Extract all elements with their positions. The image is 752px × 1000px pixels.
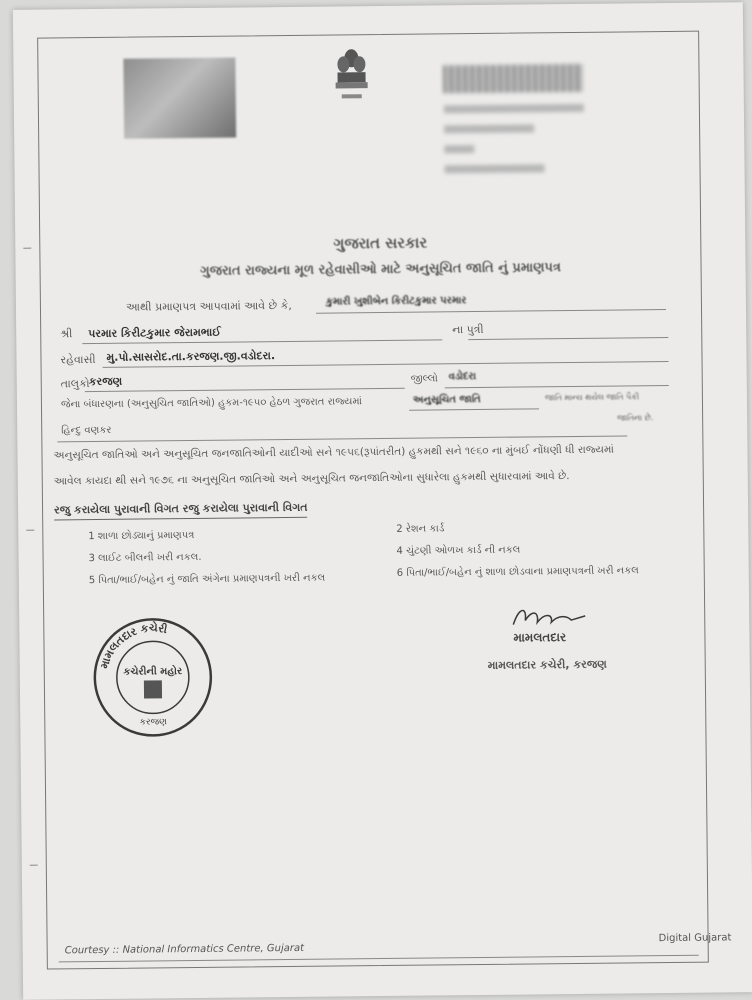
certificate-title: ગુજરાત રાજ્યના મૂળ રહેવાસીઓ માટે અનુસૂચિત જાતિ નું પ્રમાણપત્ર [200, 260, 562, 279]
issued-to-label: આથી પ્રમાણપત્ર આપવામાં આવે છે કે, [125, 298, 292, 314]
is-text: જાતિના છે. [617, 413, 654, 423]
order-text: જેના બંધારણના (અનુસુચિત જાતિઓ) હુકમ-૧૯૫૦ હેઠળ ગુજરાત રાજ્યમાં [60, 396, 363, 411]
footer-courtesy: Courtesy :: National Informatics Centre, Gujarat [64, 942, 305, 957]
signatory-office: મામલતદાર કચેરી, કરજણ [487, 657, 607, 672]
taluka-label: તાલુકો [60, 377, 90, 391]
district-value: વડોદરા [448, 371, 477, 383]
document-item: 5 પિતા/ભાઈ/બહેન નું જાતિ અંગેના પ્રમાણપત્રની ખરી નકલ [88, 572, 326, 587]
caste-suffix: જાતિ માન્ય થયેલ જાતિ પૈકી [544, 392, 640, 403]
document-item: 1 શાળા છોડ્યાનું પ્રમાણપત્ર [88, 529, 195, 543]
caste-value: અનુસૂચિત જાતિ [412, 393, 481, 406]
margin-mark [30, 865, 38, 866]
document-item: 4 ચુંટણી ઓળખ કાર્ડ ની નકલ [396, 544, 521, 557]
relation-text: ના પુત્રી [452, 322, 484, 337]
resident-label: રહેવાસી [60, 353, 96, 367]
paragraph-line-2: આવેલ કાયદા થી સને ૧૯૭૬ ના અનુસૂચિત જાતિઓ અને અનુસૂચિત જનજાતિઓના સુધારેલા હુકમથી સુધારવામાં આવે છે. [53, 470, 570, 488]
resident-value: મુ.પો.સાસરોદ.તા.કરજણ.જી.વડોદરા. [106, 349, 276, 364]
certificate-border [37, 31, 709, 970]
taluka-value: કરજણ [88, 374, 123, 389]
blurred-line [444, 145, 474, 153]
barcode-block [443, 64, 604, 174]
document-item: 6 પિતા/ભાઈ/બહેન નું શાળા છોડવાના પ્રમાણપત્રની ખરી નકલ [396, 565, 639, 579]
signature-scribble [509, 604, 589, 631]
state-title: ગુજરાત સરકાર [333, 233, 428, 253]
paragraph-line-1: અનુસૂચિત જાતિઓ અને અનુસૂચિત જનજાતિઓની યાદીઓ સને ૧૯૫૬(રૂપાંતરીત) હુકમથી સને ૧૯૬૦ ના મુંબઈ નોંધણી ધી રાજ્યમાં [53, 443, 614, 462]
community-value: હિન્દુ વણકર [61, 424, 112, 437]
svg-text:મામલતદાર કચેરી: મામલતદાર કચેરી [97, 621, 169, 671]
parent-value: પરમાર કિરીટકુમાર જેરામભાઈ [88, 325, 221, 341]
margin-mark [26, 530, 34, 531]
footer-brand: Digital Gujarat [658, 932, 732, 945]
blurred-line [444, 164, 544, 173]
document-item: 2 રેશન કાર્ડ [396, 523, 445, 535]
blurred-line [444, 104, 584, 113]
barcode [443, 64, 583, 93]
applicant-photo [123, 58, 236, 139]
svg-text:કરજણ: કરજણ [139, 717, 168, 728]
parent-prefix: શ્રી [60, 327, 73, 341]
svg-text:કચેરીની મહોર: કચેરીની મહોર [123, 666, 183, 678]
national-emblem-icon [331, 44, 372, 114]
office-seal-stamp [91, 616, 214, 739]
issued-to-value: કુમારી ખુશીબેન કિરીટકુમાર પરમાર [325, 295, 467, 308]
signatory-title: મામલતદાર [513, 630, 567, 645]
document-item: 3 લાઈટ બીલની ખરી નકલ. [88, 551, 202, 565]
documents-heading: રજુ કરાયેલા પુરાવાની વિગત રજુ કરાયેલા પુરાવાની વિગત [54, 501, 308, 521]
district-label: જીલ્લો [410, 373, 438, 385]
blurred-line [444, 124, 534, 133]
certificate-paper [13, 2, 752, 1000]
